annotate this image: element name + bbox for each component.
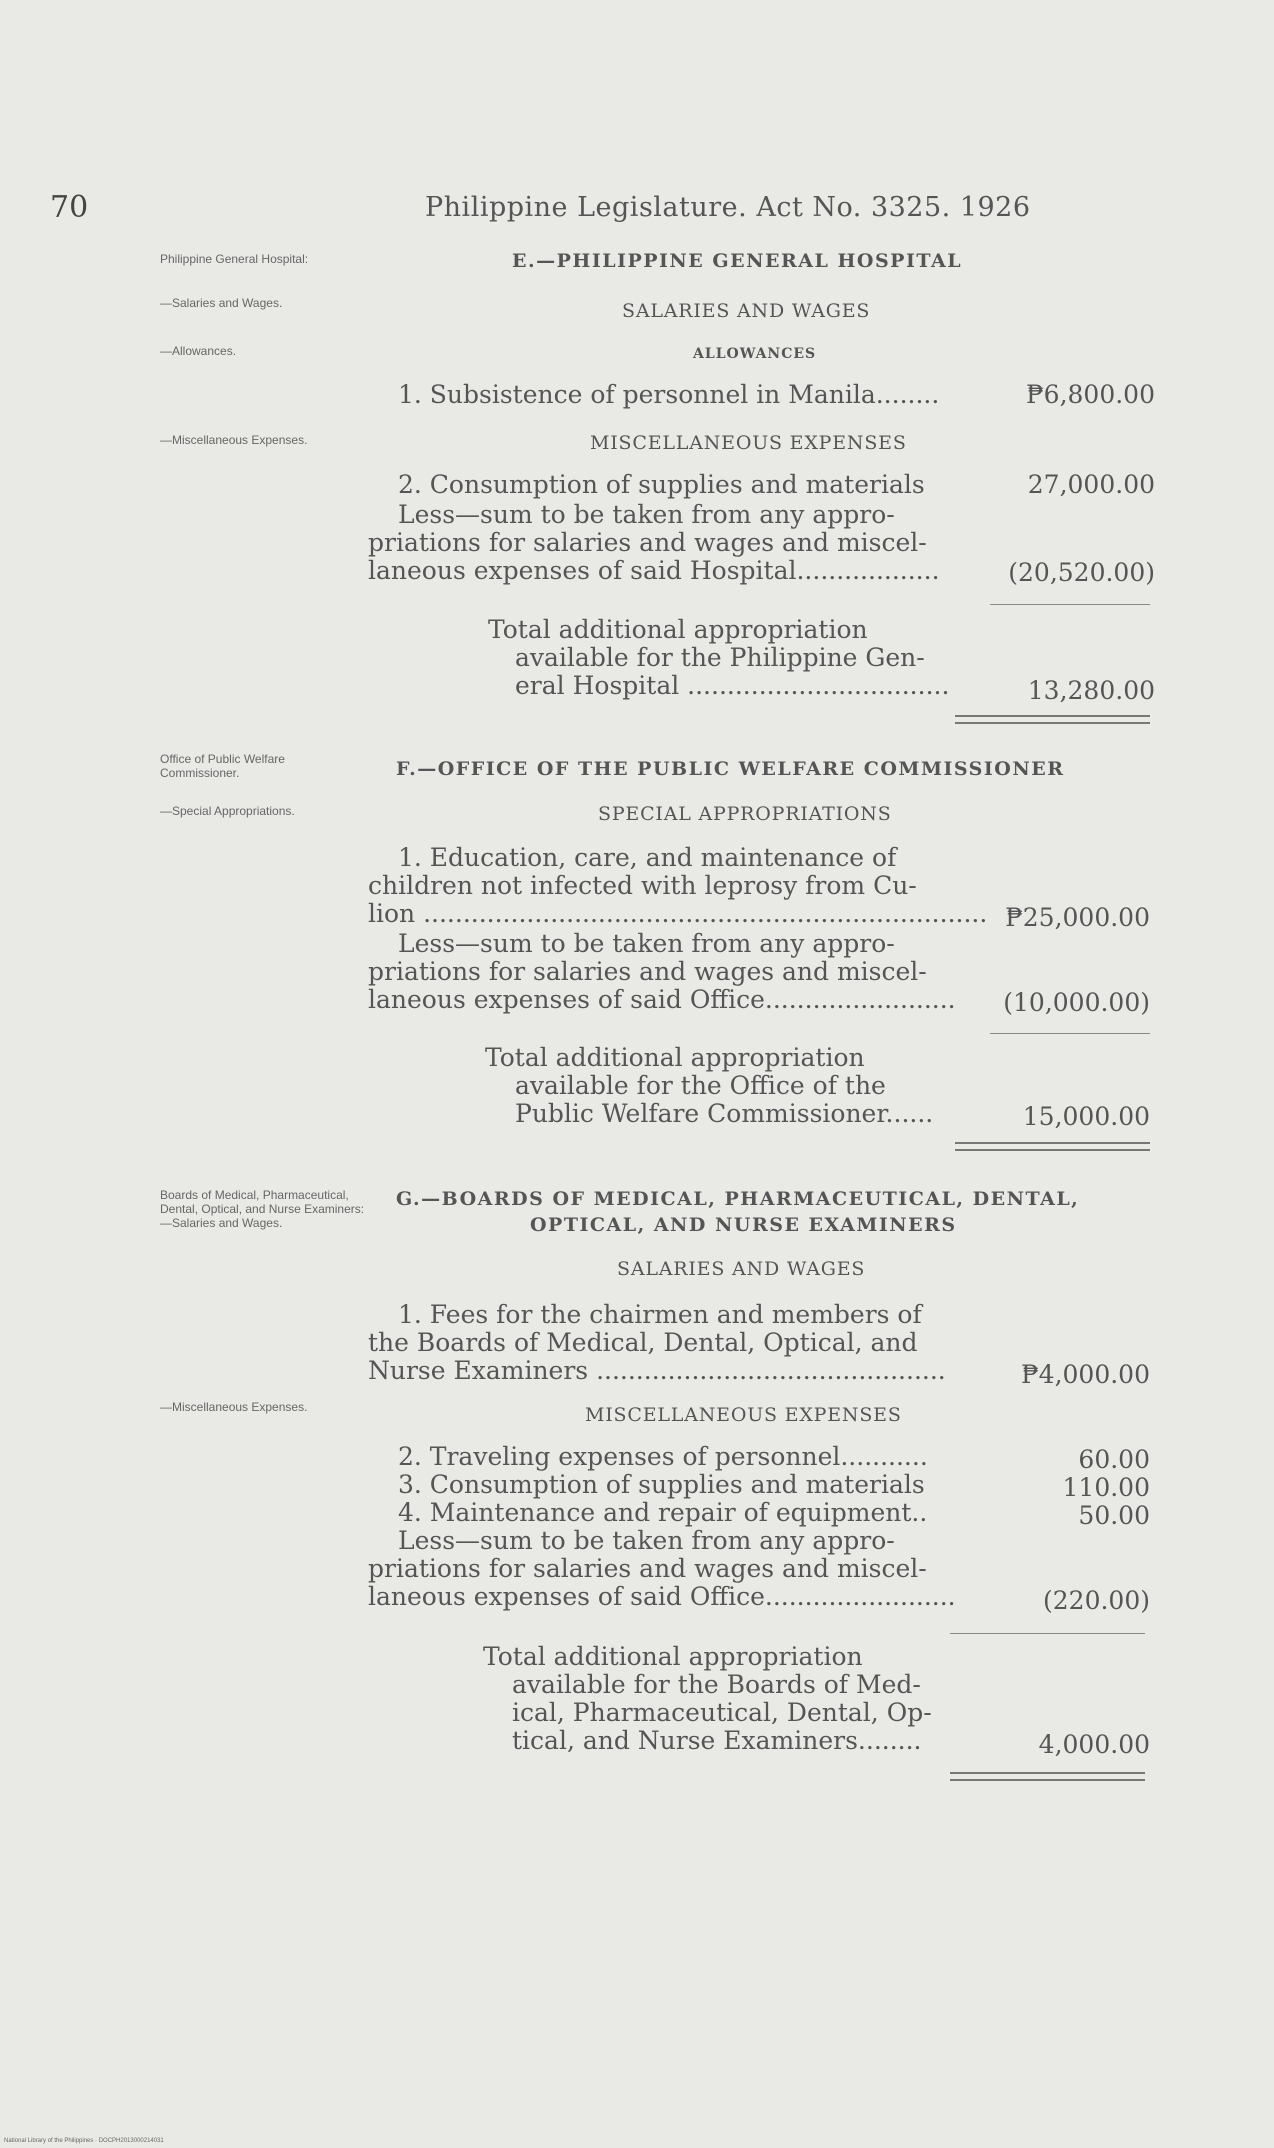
section-g-item-2: 2. Traveling expenses of personnel........... xyxy=(398,1442,928,1471)
section-e-item-2-amount: 27,000.00 xyxy=(1027,470,1155,499)
section-g-item-1-line-3: Nurse Examiners ............................................ xyxy=(368,1356,946,1385)
margin-note-misc: —Miscellaneous Expenses. xyxy=(160,433,308,447)
section-g-heading-line-1: G.—BOARDS OF MEDICAL, PHARMACEUTICAL, DENTAL, xyxy=(396,1188,1080,1210)
running-head: Philippine Legislature. Act No. 3325. 1926 xyxy=(425,192,1031,223)
section-f-less-amount: (10,000.00) xyxy=(1003,988,1150,1017)
margin-note-special: —Special Appropriations. xyxy=(160,804,295,818)
section-e-double-rule-top xyxy=(955,715,1150,717)
section-e-less-line-3: laneous expenses of said Hospital.................. xyxy=(368,556,940,585)
section-f-item-1-line-3: lion ....................................................................... xyxy=(368,899,988,928)
section-g-less-line-3: laneous expenses of said Office........................ xyxy=(368,1582,956,1611)
section-e-less-line-2: priations for salaries and wages and miscel- xyxy=(368,528,927,557)
section-f-total-amount: 15,000.00 xyxy=(1022,1102,1150,1131)
margin-note-misc-g: —Miscellaneous Expenses. xyxy=(160,1400,308,1414)
section-f-heading: F.—OFFICE OF THE PUBLIC WELFARE COMMISSIONER xyxy=(396,758,1065,780)
section-g-total-amount: 4,000.00 xyxy=(1038,1730,1150,1759)
section-g-less-amount: (220.00) xyxy=(1043,1586,1150,1615)
section-f-double-rule-top xyxy=(955,1142,1150,1144)
section-g-double-rule-top xyxy=(950,1772,1145,1774)
section-e-double-rule-bottom xyxy=(955,722,1150,724)
scan-credit: National Library of the Philippines · DOCPH2013000214031 xyxy=(4,2138,164,2144)
section-g-subtotal-rule xyxy=(950,1633,1145,1634)
section-e-item-1-amount: ₱6,800.00 xyxy=(1026,380,1155,409)
section-f-subtotal-rule xyxy=(990,1033,1150,1034)
section-g-total-line-1: Total additional appropriation xyxy=(483,1642,863,1671)
section-g-item-4: 4. Maintenance and repair of equipment.. xyxy=(398,1498,928,1527)
section-e-misc-heading: MISCELLANEOUS EXPENSES xyxy=(590,432,907,454)
section-e-total-amount: 13,280.00 xyxy=(1027,676,1155,705)
section-g-item-3-amount: 110.00 xyxy=(1062,1473,1150,1502)
section-e-less-amount: (20,520.00) xyxy=(1008,558,1155,587)
section-e-salaries-heading: SALARIES AND WAGES xyxy=(622,300,871,322)
section-e-heading: E.—PHILIPPINE GENERAL HOSPITAL xyxy=(512,250,963,272)
section-e-item-2: 2. Consumption of supplies and materials xyxy=(398,470,925,499)
section-f-special-heading: SPECIAL APPROPRIATIONS xyxy=(598,803,892,825)
section-g-item-3: 3. Consumption of supplies and materials xyxy=(398,1470,925,1499)
section-g-misc-heading: MISCELLANEOUS EXPENSES xyxy=(585,1404,902,1426)
margin-note-boards: Boards of Medical, Pharmaceutical, Dental, Optical, and Nurse Examiners: —Salaries and Wages. xyxy=(160,1188,365,1230)
margin-note-hospital: Philippine General Hospital: xyxy=(160,252,309,266)
margin-note-salaries: —Salaries and Wages. xyxy=(160,296,283,310)
section-e-item-1: 1. Subsistence of personnel in Manila........ xyxy=(398,380,940,409)
section-f-item-1-amount: ₱25,000.00 xyxy=(1005,903,1150,932)
section-g-item-4-amount: 50.00 xyxy=(1078,1501,1150,1530)
section-f-total-line-2: available for the Office of the xyxy=(515,1071,886,1100)
section-g-less-line-1: Less—sum to be taken from any appro- xyxy=(398,1526,895,1555)
section-g-double-rule-bottom xyxy=(950,1779,1145,1781)
section-f-total-line-3: Public Welfare Commissioner...... xyxy=(515,1099,934,1128)
section-g-item-2-amount: 60.00 xyxy=(1078,1445,1150,1474)
page-number: 70 xyxy=(50,190,89,225)
section-e-subtotal-rule xyxy=(990,604,1150,605)
section-g-item-1-amount: ₱4,000.00 xyxy=(1021,1360,1150,1389)
section-f-less-line-2: priations for salaries and wages and miscel- xyxy=(368,957,927,986)
section-f-item-1-line-1: 1. Education, care, and maintenance of xyxy=(398,843,897,872)
section-g-total-line-4: tical, and Nurse Examiners........ xyxy=(512,1726,922,1755)
section-g-total-line-3: ical, Pharmaceutical, Dental, Op- xyxy=(512,1698,932,1727)
margin-note-allowances: —Allowances. xyxy=(160,344,237,358)
section-e-less-line-1: Less—sum to be taken from any appro- xyxy=(398,500,895,529)
section-e-total-line-2: available for the Philippine Gen- xyxy=(515,643,925,672)
section-e-total-line-1: Total additional appropriation xyxy=(488,615,868,644)
section-f-double-rule-bottom xyxy=(955,1149,1150,1151)
section-g-less-line-2: priations for salaries and wages and miscel- xyxy=(368,1554,927,1583)
section-g-item-1-line-2: the Boards of Medical, Dental, Optical, and xyxy=(368,1328,918,1357)
section-f-item-1-line-2: children not infected with leprosy from Cu- xyxy=(368,871,917,900)
section-e-allowances-heading: ALLOWANCES xyxy=(693,346,817,362)
section-f-less-line-3: laneous expenses of said Office........................ xyxy=(368,985,956,1014)
section-g-item-1-line-1: 1. Fees for the chairmen and members of xyxy=(398,1300,922,1329)
section-g-heading-line-2: OPTICAL, AND NURSE EXAMINERS xyxy=(530,1214,957,1236)
section-f-less-line-1: Less—sum to be taken from any appro- xyxy=(398,929,895,958)
section-g-total-line-2: available for the Boards of Med- xyxy=(512,1670,921,1699)
section-f-total-line-1: Total additional appropriation xyxy=(485,1043,865,1072)
margin-note-welfare: Office of Public Welfare Commissioner. xyxy=(160,752,285,780)
section-e-total-line-3: eral Hospital ................................. xyxy=(515,671,950,700)
section-g-salaries-heading: SALARIES AND WAGES xyxy=(617,1258,866,1280)
